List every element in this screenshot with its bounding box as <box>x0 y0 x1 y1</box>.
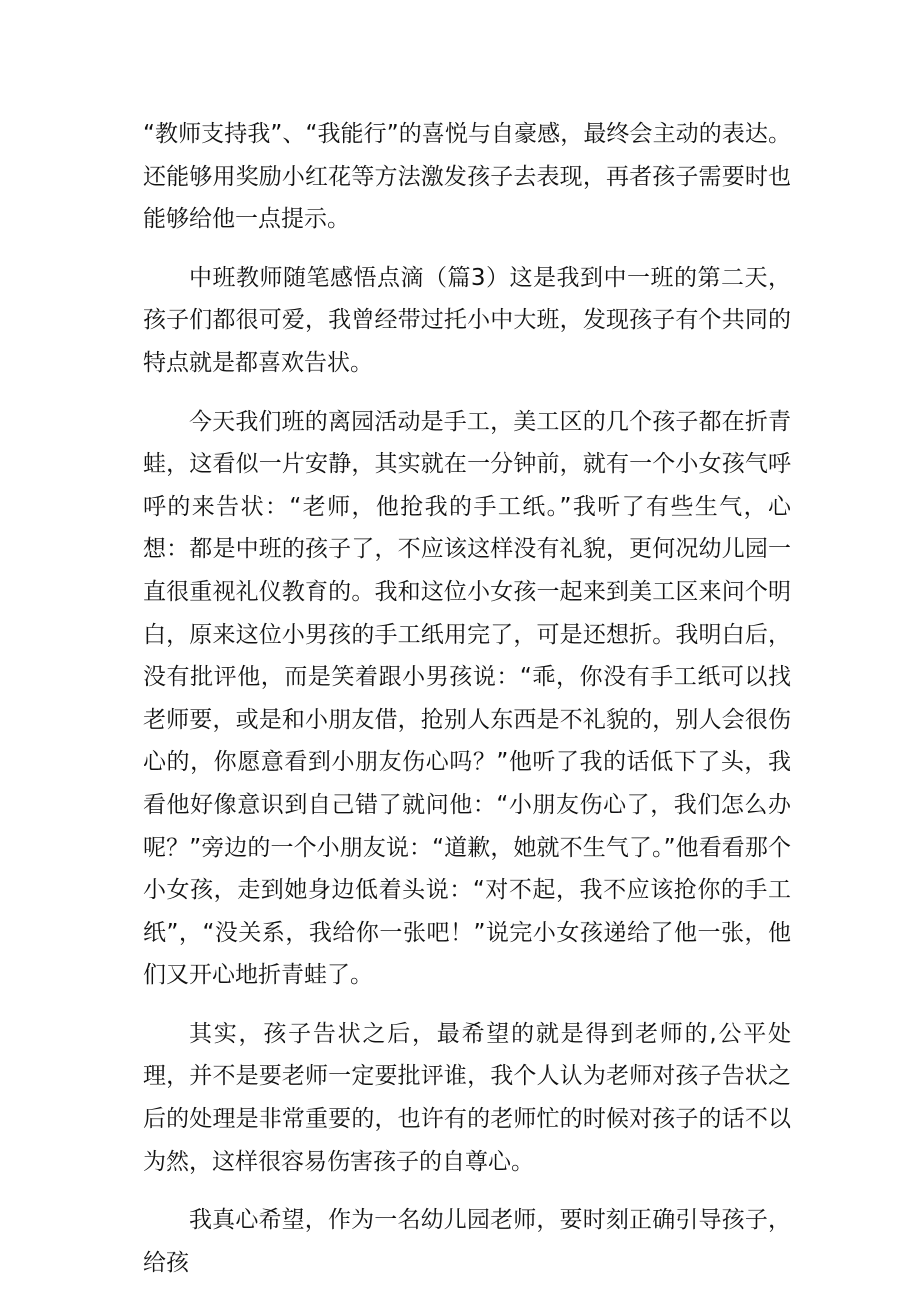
paragraph-article-3-intro: 中班教师随笔感悟点滴（篇3）这是我到中一班的第二天，孩子们都很可爱，我曾经带过托小中大班，发现孩子有个共同的特点就是都喜欢告状。 <box>143 264 791 376</box>
paragraph-hope: 我真心希望，作为一名幼儿园老师，要时刻正确引导孩子，给孩 <box>143 1207 791 1276</box>
paragraph-reflection: 其实，孩子告状之后，最希望的就是得到老师的,公平处理，并不是要老师一定要批评谁，我个人认为老师对孩子告状之后的处理是非常重要的，也许有的老师忙的时候对孩子的话不以为然，这样很容易伤害孩子的自尊心。 <box>143 1020 791 1175</box>
document-body <box>143 113 791 1284</box>
paragraph-story: 今天我们班的离园活动是手工，美工区的几个孩子都在折青蛙，这看似一片安静，其实就在一分钟前，就有一个小女孩气呼呼的来告状：“老师，他抢我的手工纸。”我听了有些生气，心想：都是中班的孩子了，不应该这样没有礼貌，更何况幼儿园一直很重视礼仪教育的。我和这位小女孩一起来到美工区来问个明白，原来这位小男孩的手工纸用完了，可是还想折。我明白后，没有批评他，而是笑着跟小男孩说：“乖，你没有手工纸可以找老师要，或是和小朋友借，抢别人东西是不礼貌的，别人会很伤心的，你愿意看到小朋友伤心吗？”他听了我的话低下了头，我看他好像意识到自己错了就问他：“小朋友伤心了，我们怎么办呢？”旁边的一个小朋友说：“道歉，她就不生气了。”他看看那个小女孩，走到她身边低着头说：“对不起，我不应该抢你的手工纸”，“没关系，我给你一张吧！”说完小女孩递给了他一张，他们又开心地折青蛙了。 <box>143 408 791 989</box>
paragraph-continuation: “教师支持我”、“我能行”的喜悦与自豪感，最终会主动的表达。还能够用奖励小红花等方法激发孩子去表现，再者孩子需要时也能够给他一点提示。 <box>143 121 791 233</box>
